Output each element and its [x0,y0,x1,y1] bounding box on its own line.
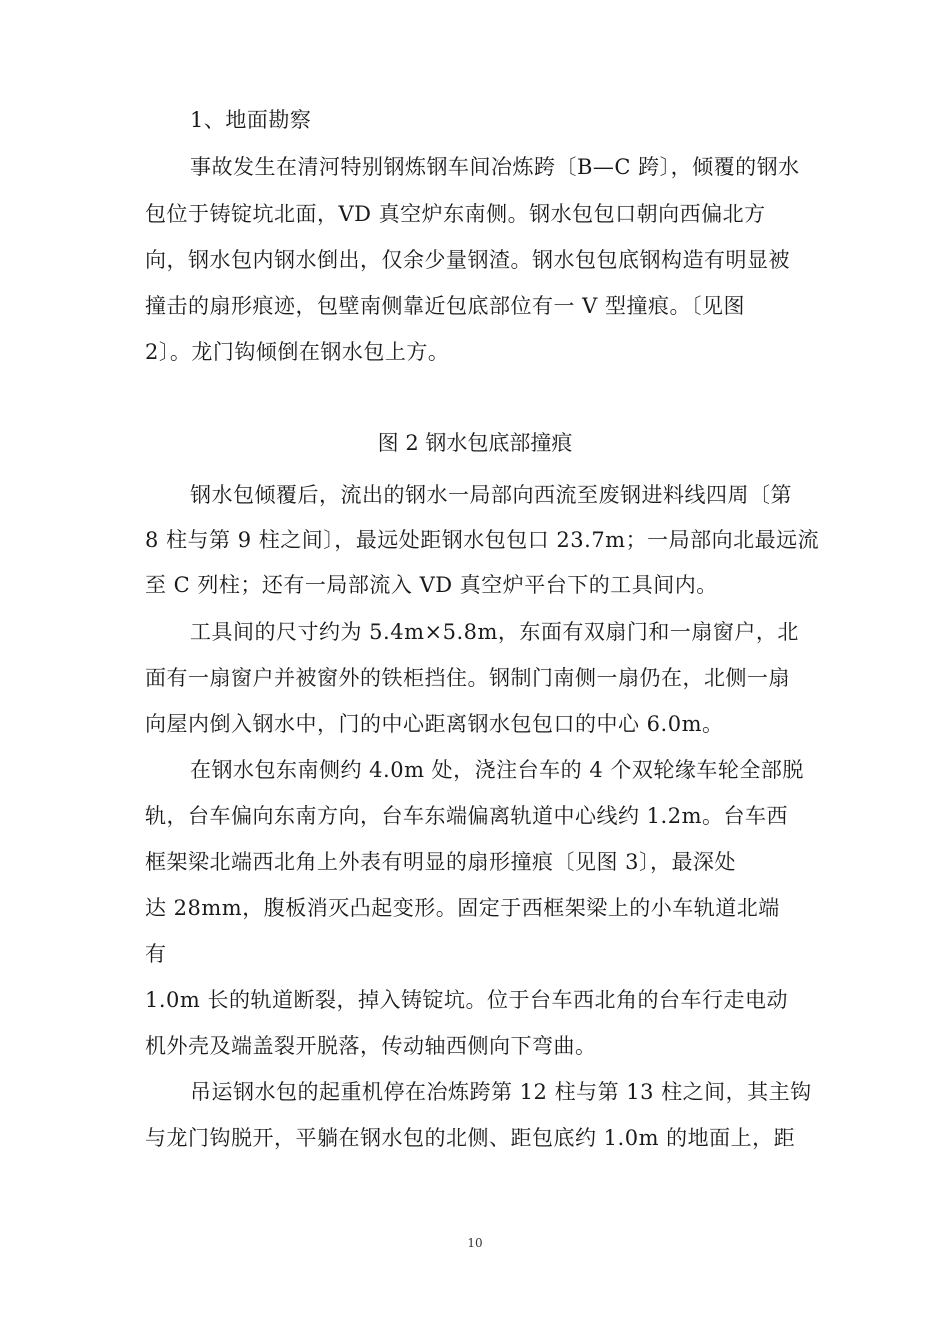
paragraph-4-line: 1.0m 长的轨道断裂，掉入铸锭坑。位于台车西北角的台车行走电动 [145,988,788,1012]
paragraph-4-line: 有 [145,942,167,966]
paragraph-1-line: 事故发生在清河特别钢炼钢车间冶炼跨〔B—C 跨〕，倾覆的钢水 [190,155,800,179]
paragraph-5-line: 吊运钢水包的起重机停在冶炼跨第 12 柱与第 13 柱之间，其主钩 [190,1080,812,1104]
paragraph-4-line: 达 28mm，腹板消灭凸起变形。固定于西框架梁上的小车轨道北端 [145,896,780,920]
paragraph-3-line: 向屋内倒入钢水中，门的中心距离钢水包包口的中心 6.0m。 [145,712,724,736]
paragraph-1-line: 2〕。龙门钩倾倒在钢水包上方。 [145,340,450,364]
paragraph-4-line: 在钢水包东南侧约 4.0m 处，浇注台车的 4 个双轮缘车轮全部脱 [190,758,804,782]
paragraph-4-line: 机外壳及端盖裂开脱落，传动轴西侧向下弯曲。 [145,1034,597,1058]
page-number: 10 [467,1236,483,1250]
paragraph-2-line: 至 C 列柱；还有一局部流入 VD 真空炉平台下的工具间内。 [145,573,718,597]
paragraph-1-line: 包位于铸锭坑北面，VD 真空炉东南侧。钢水包包口朝向西偏北方 [145,202,766,226]
section-heading: 1、地面勘察 [190,108,312,132]
figure-caption: 图 2 钢水包底部撞痕 [377,431,573,455]
paragraph-3-line: 面有一扇窗户并被窗外的铁柜挡住。钢制门南侧一扇仍在，北侧一扇 [145,666,790,690]
paragraph-5-line: 与龙门钩脱开，平躺在钢水包的北侧、距包底约 1.0m 的地面上，距 [145,1126,796,1150]
paragraph-4-line: 轨，台车偏向东南方向，台车东端偏离轨道中心线约 1.2m。台车西 [145,804,788,828]
paragraph-4-line: 框架梁北端西北角上外表有明显的扇形撞痕〔见图 3〕，最深处 [145,850,737,874]
paragraph-2-line: 钢水包倾覆后，流出的钢水一局部向西流至废钢进料线四周〔第 [190,483,792,507]
paragraph-1-line: 向，钢水包内钢水倒出，仅余少量钢渣。钢水包包底钢构造有明显被 [145,248,790,272]
paragraph-2-line: 8 柱与第 9 柱之间〕，最远处距钢水包包口 23.7m；一局部向北最远流 [145,528,820,552]
paragraph-3-line: 工具间的尺寸约为 5.4m×5.8m，东面有双扇门和一扇窗户，北 [190,620,799,644]
paragraph-1-line: 撞击的扇形痕迹，包壁南侧靠近包底部位有一 V 型撞痕。〔见图 [145,294,746,318]
